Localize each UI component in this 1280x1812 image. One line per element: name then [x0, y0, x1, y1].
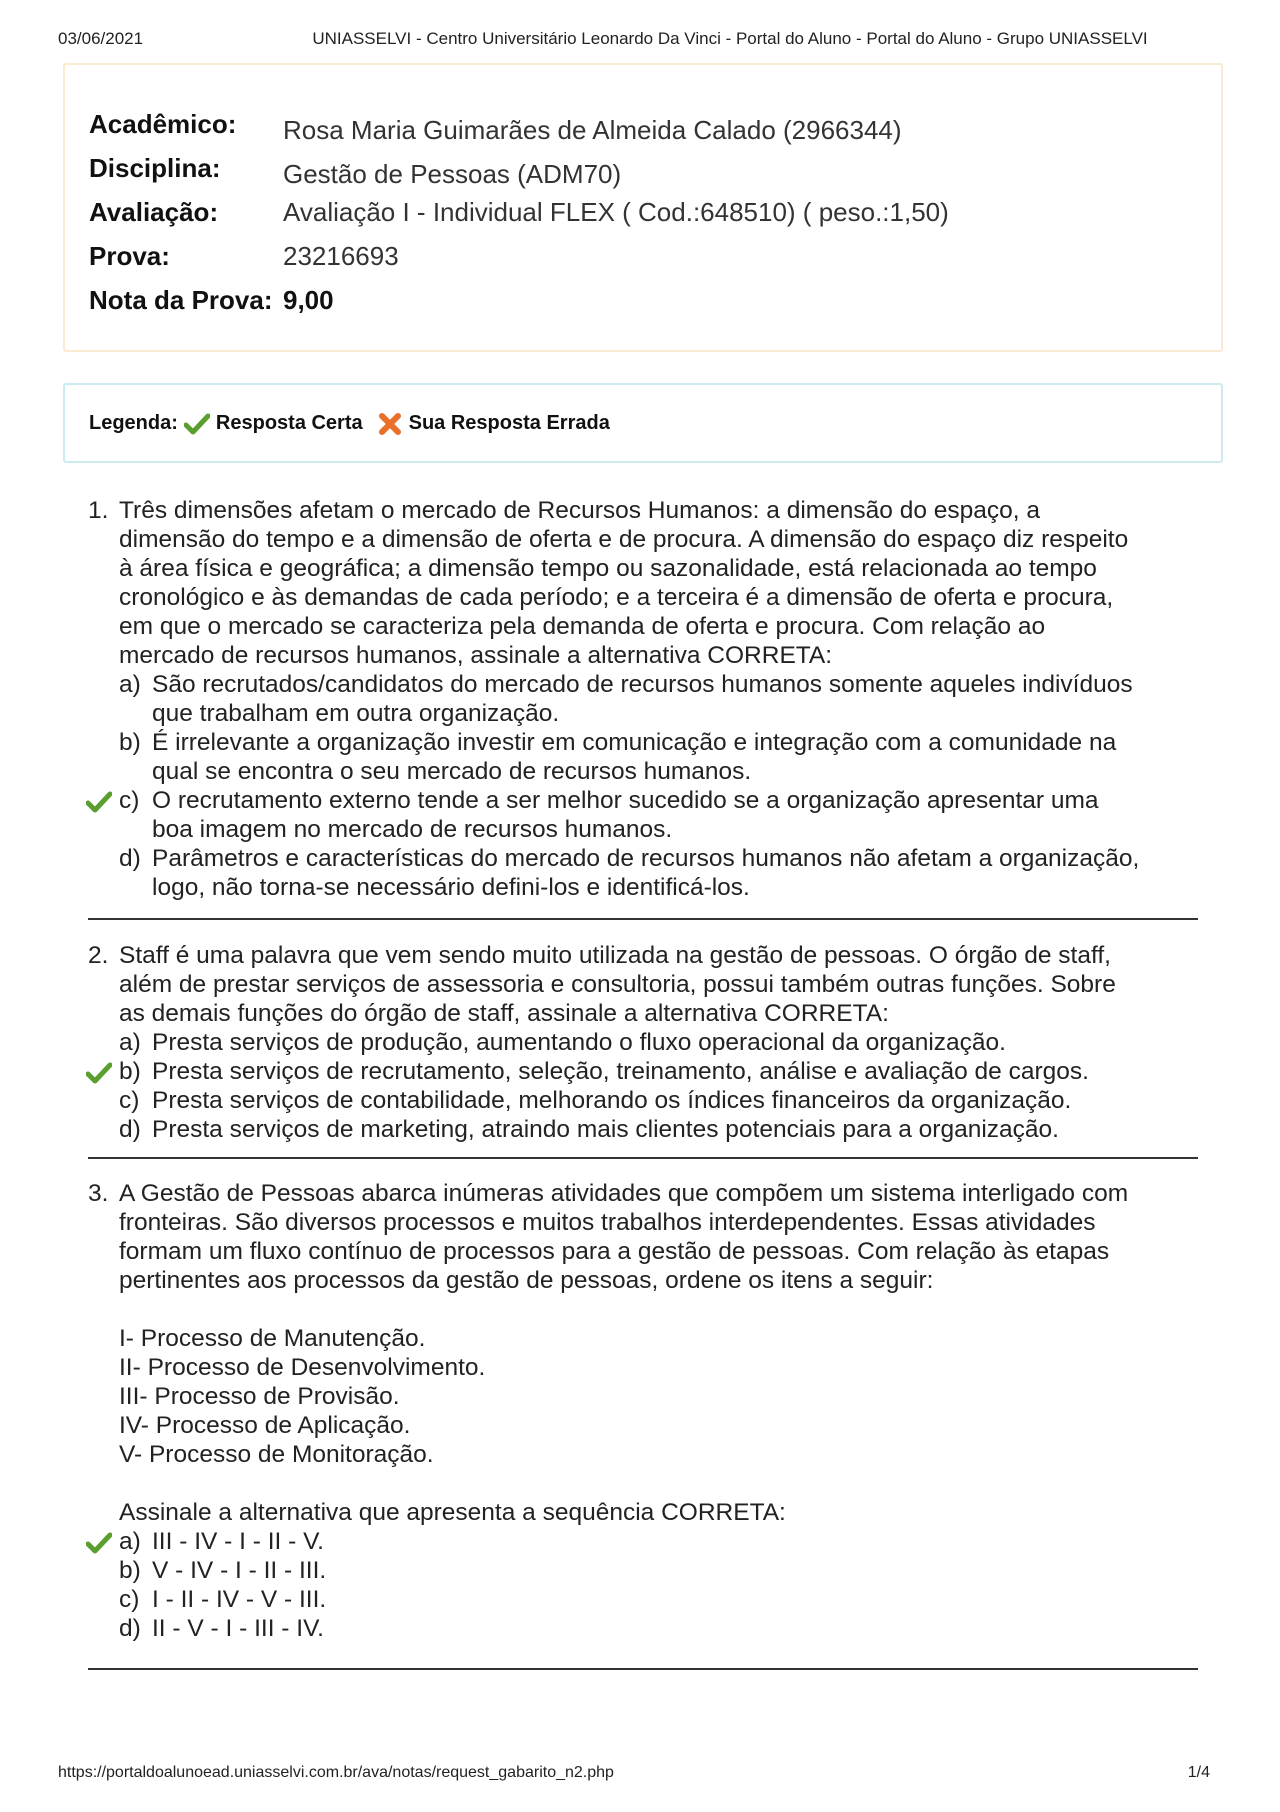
nota-value: 9,00 [283, 285, 334, 315]
print-date: 03/06/2021 [58, 29, 144, 48]
option-letter: a) [119, 671, 141, 698]
question-text [88, 941, 1208, 1028]
option-d [88, 844, 1208, 902]
question-line: formam um fluxo contínuo de processos para a gestão de pessoas. Com relação às etapas [119, 1238, 1110, 1265]
question-line: A Gestão de Pessoas abarca inúmeras atividades que compõem um sistema interligado com [119, 1180, 1129, 1207]
question-1 [88, 496, 1208, 902]
check-icon [86, 1532, 112, 1554]
question-2 [88, 941, 1208, 1144]
option-letter: c) [119, 1087, 140, 1114]
option-line: O recrutamento externo tende a ser melhor sucedido se a organização apresentar uma [152, 787, 1099, 814]
option-line: logo, não torna-se necessário defini-los e identificá-los. [152, 874, 750, 901]
process-item: IV- Processo de Aplicação. [119, 1412, 411, 1439]
option-d [88, 1115, 1208, 1144]
check-icon [86, 1062, 112, 1084]
nota-label: Nota da Prova: [89, 285, 273, 315]
legend-label: Legenda: [89, 412, 178, 434]
process-item: V- Processo de Monitoração. [119, 1441, 434, 1468]
option-line: É irrelevante a organização investir em comunicação e integração com a comunidade na [152, 729, 1117, 756]
option-letter: c) [119, 787, 140, 814]
option-line: Presta serviços de recrutamento, seleção, treinamento, análise e avaliação de cargos. [152, 1058, 1089, 1085]
option-line: Presta serviços de marketing, atraindo mais clientes potenciais para a organização. [152, 1116, 1059, 1143]
legend [89, 412, 610, 435]
option-letter: b) [119, 1058, 141, 1085]
print-title: UNIASSELVI - Centro Universitário Leonardo Da Vinci - Portal do Aluno - Portal do Aluno - Grupo UNIASSELVI [312, 29, 1148, 48]
option-letter: a) [119, 1029, 141, 1056]
cross-icon [377, 413, 403, 435]
page-number: 1/4 [1187, 1764, 1210, 1781]
option-line: Presta serviços de contabilidade, melhorando os índices financeiros da organização. [152, 1087, 1072, 1114]
option-line: qual se encontra o seu mercado de recursos humanos. [152, 758, 752, 785]
process-item: I- Processo de Manutenção. [119, 1325, 426, 1352]
avaliacao-value: Avaliação I - Individual FLEX ( Cod.:648510) ( peso.:1,50) [283, 197, 949, 227]
question-number: 1. [88, 497, 109, 524]
page-url[interactable]: https://portaldoalunoead.uniasselvi.com.br/ava/notas/request_gabarito_n2.php [58, 1764, 614, 1781]
option-a [88, 670, 1208, 728]
option-line: V - IV - I - II - III. [152, 1557, 327, 1584]
option-a [88, 1527, 1208, 1556]
avaliacao-label: Avaliação: [89, 197, 219, 227]
legend-correct-label: Resposta Certa [215, 412, 363, 434]
question-line: além de prestar serviços de assessoria e consultoria, possui também outras funções. Sobre [119, 971, 1116, 998]
question-divider [88, 1157, 1198, 1159]
check-icon [184, 413, 210, 435]
disciplina-label: Disciplina: [89, 153, 221, 183]
option-c [88, 1086, 1208, 1115]
legend-box [63, 383, 1223, 463]
option-b [88, 1057, 1208, 1086]
question-number: 3. [88, 1180, 109, 1207]
option-a [88, 1028, 1208, 1057]
option-d [88, 1614, 1208, 1643]
option-letter: d) [119, 1116, 141, 1143]
question-line: pertinentes aos processos da gestão de pessoas, ordene os itens a seguir: [119, 1267, 934, 1294]
option-line: que trabalham em outra organização. [152, 700, 560, 727]
academico-label: Acadêmico: [89, 109, 237, 139]
option-line: São recrutados/candidatos do mercado de recursos humanos somente aqueles indivíduos [152, 671, 1133, 698]
process-item: II- Processo de Desenvolvimento. [119, 1354, 486, 1381]
option-letter: c) [119, 1586, 140, 1613]
option-line: II - V - I - III - IV. [152, 1615, 324, 1642]
student-info-box [63, 63, 1223, 352]
question-line: Três dimensões afetam o mercado de Recursos Humanos: a dimensão do espaço, a [119, 497, 1041, 524]
option-letter: b) [119, 729, 141, 756]
option-letter: a) [119, 1528, 141, 1555]
question-number: 2. [88, 942, 109, 969]
option-letter: d) [119, 1615, 141, 1642]
process-item: III- Processo de Provisão. [119, 1383, 400, 1410]
question-line: as demais funções do órgão de staff, assinale a alternativa CORRETA: [119, 1000, 889, 1027]
option-letter: d) [119, 845, 141, 872]
question-divider [88, 918, 1198, 920]
question-text [88, 496, 1208, 670]
option-c [88, 1585, 1208, 1614]
question-prompt: Assinale a alternativa que apresenta a sequência CORRETA: [119, 1499, 786, 1526]
option-c [88, 786, 1208, 844]
prova-value: 23216693 [283, 241, 399, 271]
option-letter: b) [119, 1557, 141, 1584]
question-text [88, 1179, 1208, 1295]
question-line: à área física e geográfica; a dimensão tempo ou sazonalidade, está relacionada ao tempo [119, 555, 1097, 582]
question-line: em que o mercado se caracteriza pela demanda de oferta e procura. Com relação ao [119, 613, 1046, 640]
option-line: Presta serviços de produção, aumentando o fluxo operacional da organização. [152, 1029, 1006, 1056]
question-line: dimensão do tempo e a dimensão de oferta e de procura. A dimensão do espaço diz respeito [119, 526, 1129, 553]
option-line: III - IV - I - II - V. [152, 1528, 324, 1555]
option-b [88, 728, 1208, 786]
disciplina-value: Gestão de Pessoas (ADM70) [283, 159, 622, 189]
print-header [58, 29, 1222, 49]
option-line: I - II - IV - V - III. [152, 1586, 327, 1613]
check-icon [86, 791, 112, 813]
option-b [88, 1556, 1208, 1585]
option-line: Parâmetros e características do mercado de recursos humanos não afetam a organização, [152, 845, 1140, 872]
academico-value: Rosa Maria Guimarães de Almeida Calado (2966344) [283, 115, 902, 145]
question-3 [88, 1179, 1208, 1643]
question-line: Staff é uma palavra que vem sendo muito utilizada na gestão de pessoas. O órgão de staff, [119, 942, 1111, 969]
question-divider [88, 1668, 1198, 1670]
question-line: mercado de recursos humanos, assinale a alternativa CORRETA: [119, 642, 833, 669]
legend-wrong-label: Sua Resposta Errada [408, 412, 610, 434]
question-line: fronteiras. São diversos processos e muitos trabalhos interdependentes. Essas atividades [119, 1209, 1096, 1236]
question-line: cronológico e às demandas de cada período; e a terceira é a dimensão de oferta e procura, [119, 584, 1114, 611]
prova-label: Prova: [89, 241, 170, 271]
option-line: boa imagem no mercado de recursos humanos. [152, 816, 673, 843]
